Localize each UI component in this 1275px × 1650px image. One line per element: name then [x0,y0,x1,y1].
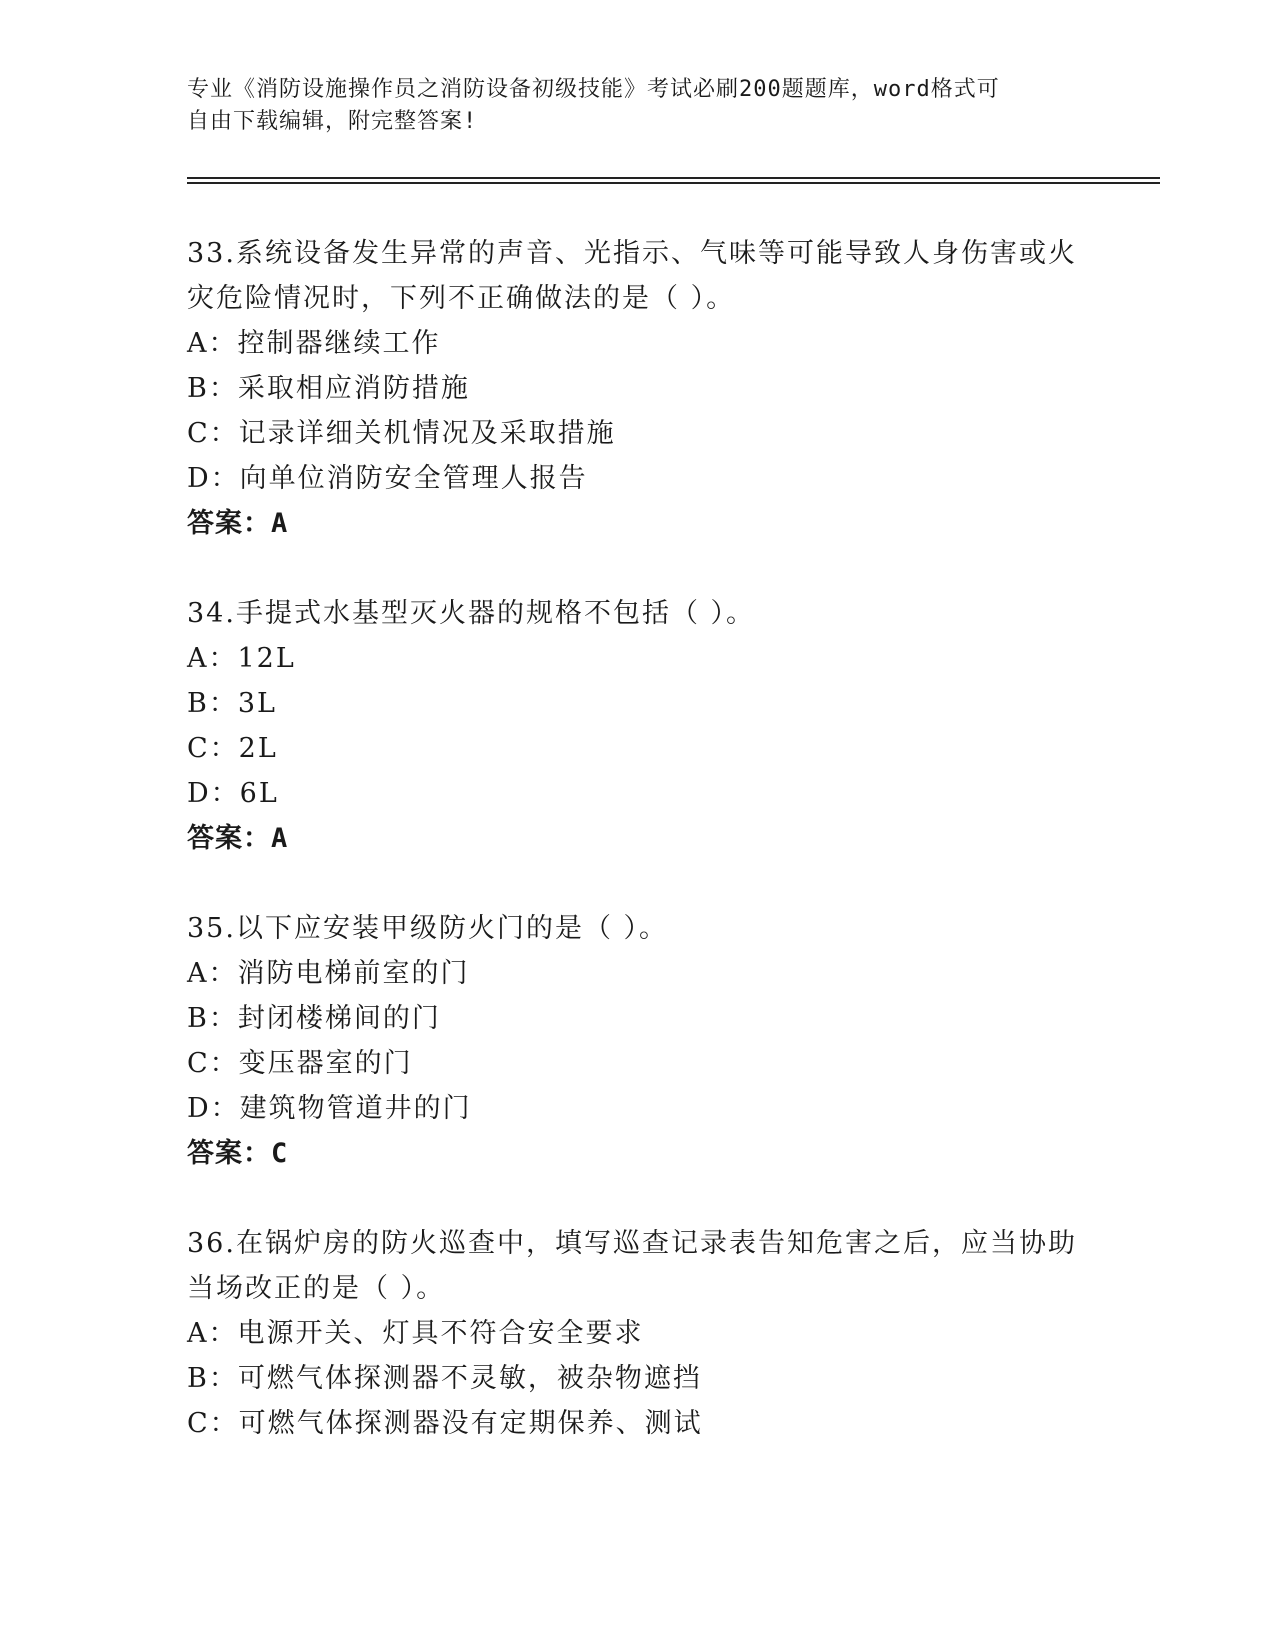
question-34-option-c: C：2L [187,733,278,764]
question-35-option-c: C：变压器室的门 [187,1048,413,1079]
question-33-option-a: A：控制器继续工作 [187,328,441,359]
question-34-stem-line-1: 34.手提式水基型灭火器的规格不包括（ ）。 [187,598,756,629]
question-36-stem-line-1: 36.在锅炉房的防火巡查中，填写巡查记录表告知危害之后，应当协助 [187,1228,1077,1259]
question-34-option-a: A：12L [187,643,296,674]
question-35-option-a: A：消防电梯前室的门 [187,958,470,989]
question-34-option-d: D：6L [187,778,279,809]
question-36-stem-line-2: 当场改正的是（ ）。 [187,1273,446,1304]
question-33-stem-line-1: 33.系统设备发生异常的声音、光指示、气味等可能导致人身伤害或火 [187,238,1077,269]
question-33-option-c: C：记录详细关机情况及采取措施 [187,418,616,449]
header-divider-top [187,177,1160,179]
document-header [187,74,1087,138]
question-33-option-b: B：采取相应消防措施 [187,373,470,404]
question-33-answer: 答案：A [187,508,289,539]
question-34-answer: 答案：A [187,823,289,854]
question-36-option-b: B：可燃气体探测器不灵敏，被杂物遮挡 [187,1363,702,1394]
question-35-stem-line-1: 35.以下应安装甲级防火门的是（ ）。 [187,913,669,944]
question-33-stem-line-2: 灾危险情况时，下列不正确做法的是（ ）。 [187,283,736,314]
question-34-option-b: B：3L [187,688,277,719]
question-35-option-d: D：建筑物管道井的门 [187,1093,472,1124]
question-36-option-c: C：可燃气体探测器没有定期保养、测试 [187,1408,703,1439]
question-33-option-d: D：向单位消防安全管理人报告 [187,463,588,494]
header-line-2: 自由下载编辑，附完整答案! [187,109,478,134]
question-35-answer: 答案：C [187,1138,289,1169]
question-36-option-a: A：电源开关、灯具不符合安全要求 [187,1318,644,1349]
header-divider-bottom [187,182,1160,184]
question-35-option-b: B：封闭楼梯间的门 [187,1003,441,1034]
header-line-1: 专业《消防设施操作员之消防设备初级技能》考试必刷200题题库，word格式可 [187,77,1000,102]
